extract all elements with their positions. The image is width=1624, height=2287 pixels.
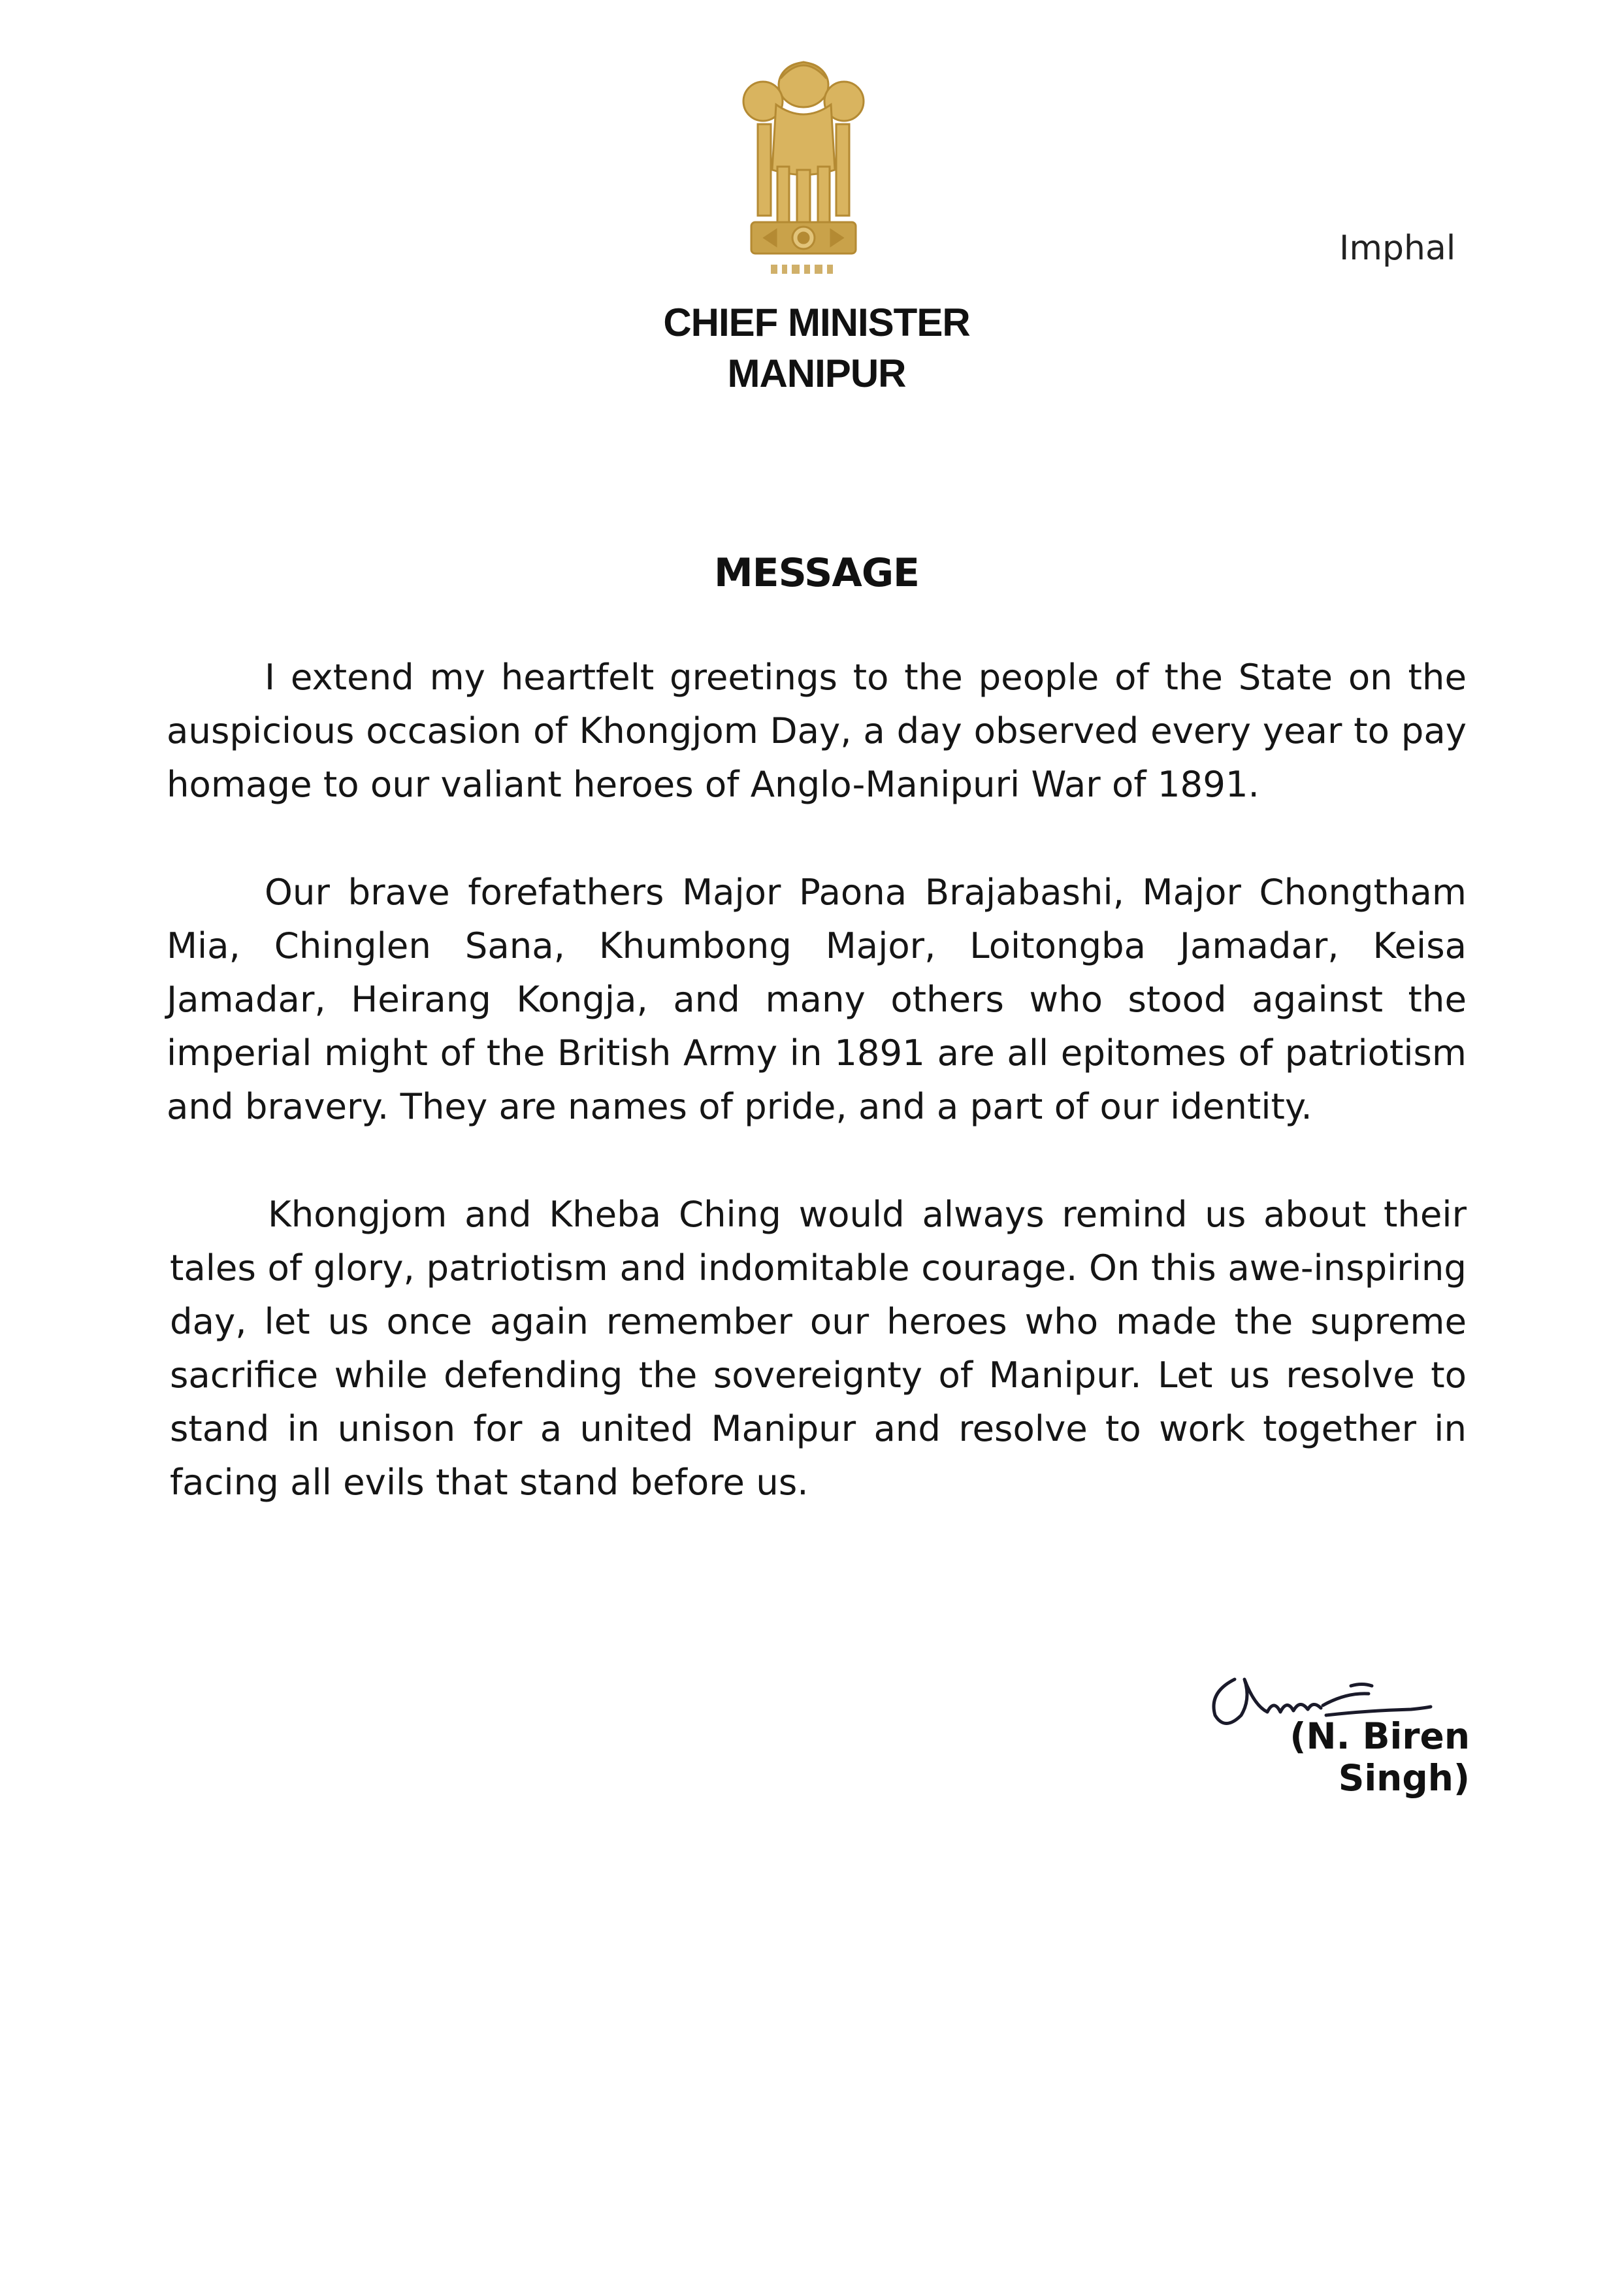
paragraph-2: Our brave forefathers Major Paona Brajabashi, Major Chongtham Mia, Chinglen Sana, Khumbong Major, Loitongba Jamadar, Keisa Jamadar, Heirang Kongja, and many others who stood against the imperial might of the British Army in 1891 are all epitomes of patriotism and bravery. They are names of pride, and a part of our identity.	[167, 871, 1467, 1127]
signer-name: (N. Biren Singh)	[1290, 1715, 1470, 1799]
national-emblem-icon	[719, 39, 888, 288]
office-title	[523, 297, 1111, 399]
paragraph-3: Khongjom and Kheba Ching would always remind us about their tales of glory, patriotism and indomitable courage. On this awe-inspiring day, let us once again remember our heroes who made the supreme sacrifice while defending the sovereignty of Manipur. Let us resolve to stand in unison for a united Manipur and resolve to work together in facing all evils that stand before us.	[170, 1193, 1467, 1503]
paragraph-1: I extend my heartfelt greetings to the people of the State on the auspicious occasion of Khongjom Day, a day observed every year to pay homage to our valiant heroes of Anglo-Manipuri War of 1891.	[167, 656, 1467, 805]
place-name: Imphal	[1339, 229, 1456, 268]
message-body	[167, 650, 1467, 1563]
office-title-line-1: CHIEF MINISTER	[663, 301, 970, 344]
office-title-line-2: MANIPUR	[727, 352, 906, 395]
message-heading: MESSAGE	[713, 550, 920, 596]
